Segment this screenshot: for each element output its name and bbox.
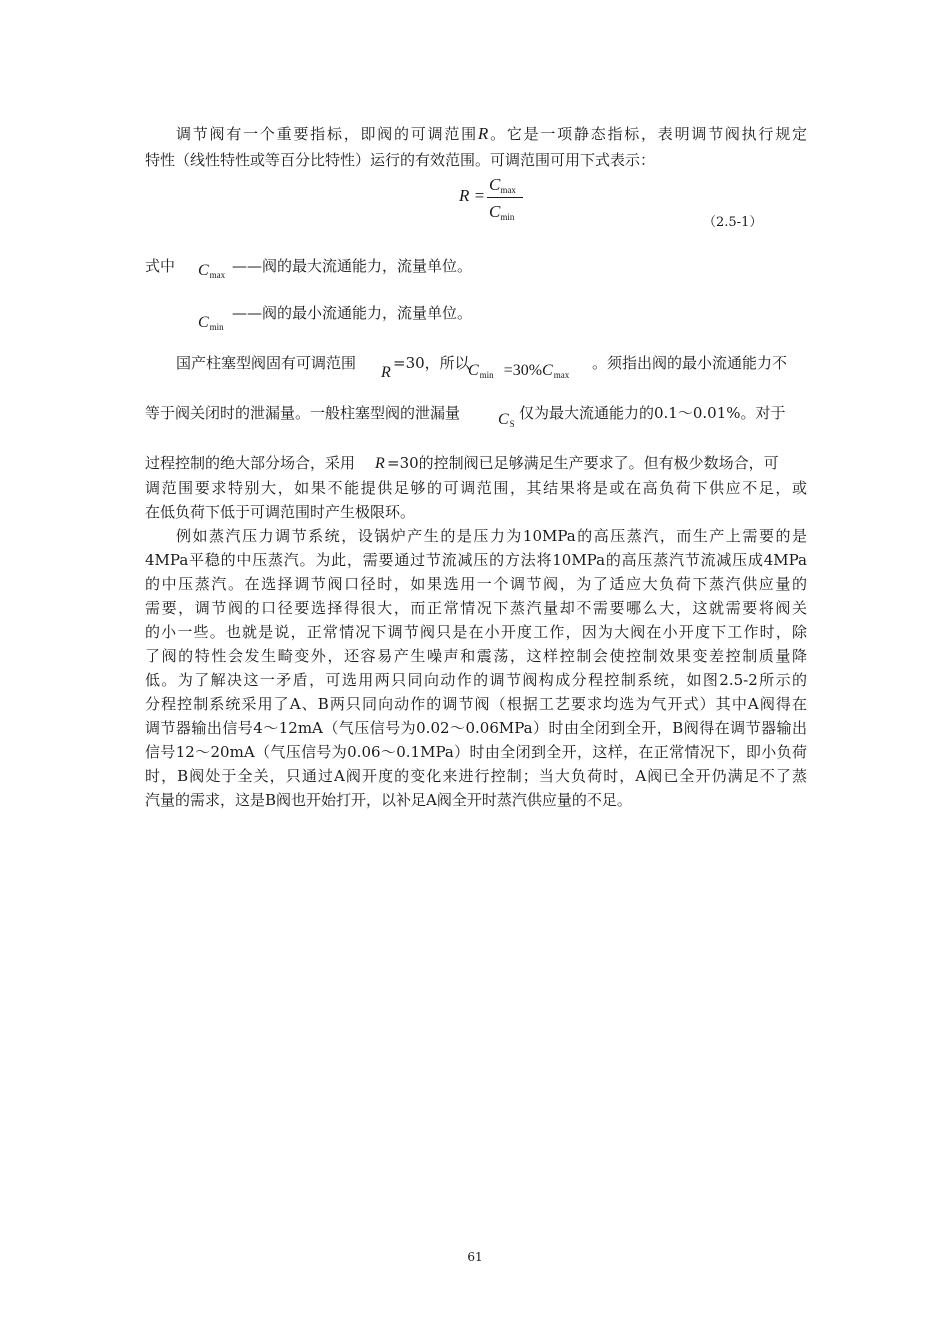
equation-denominator: $C_{min}$ — [489, 202, 515, 222]
definition-cmin: ——阀的最小流通能力，流量单位。 — [232, 304, 473, 322]
paragraph-3-line: 低。为了解决这一矛盾，可选用两只同向动作的调节阀构成分程控制系统，如图2.5-2所示的 — [145, 671, 807, 689]
equation-lhs: R = — [459, 186, 486, 205]
equation-numerator: $C_{max}$ — [489, 175, 516, 195]
paragraph-3-line: 例如蒸汽压力调节系统，设锅炉产生的是压力为10MPa的高压蒸汽，而生产上需要的是 — [176, 527, 807, 545]
paragraph-1-line-2: 特性（线性特性或等百分比特性）运行的有效范围。可调范围可用下式表示： — [145, 151, 656, 169]
paragraph-3-line: 需要，调节阀的口径要选择得很大，而正常情况下蒸汽量却不需要哪么大，这就需要将阀关 — [145, 599, 807, 617]
paragraph-3-line: 的中压蒸汽。在选择调节阀口径时，如果选用一个调节阀，为了适应大负荷下蒸汽供应量的 — [145, 575, 807, 593]
paragraph-2-line-1-b: =30，所以 — [393, 354, 470, 372]
paragraph-2-line-5: 在低负荷下低于可调范围时产生极限环。 — [145, 503, 416, 521]
paragraph-3-line: 时，B阀处于全关，只通过A阀开度的变化来进行控制；当大负荷时，A阀已全开仍满足不了蒸 — [145, 767, 807, 785]
paragraph-3-line: 汽量的需求，这是B阀也开始打开，以补足A阀全开时蒸汽供应量的不足。 — [145, 791, 632, 809]
paragraph-3-line: 了阀的特性会发生畸变外，还容易产生噪声和震荡，这样控制会使控制效果变差控制质量降 — [145, 647, 807, 665]
paragraph-3-line: 4MPa平稳的中压蒸汽。为此，需要通过节流减压的方法将10MPa的高压蒸汽节流减压成4MPa — [145, 551, 807, 569]
equation-cmin-inline: $C_{min} =30\%C_{max}$ — [468, 362, 570, 380]
definitions-label: 式中 — [145, 257, 176, 275]
paragraph-2-line-2-b: 仅为最大流通能力的0.1～0.01%。对于 — [519, 404, 786, 422]
paragraph-3-line: 信号12～20mA（气压信号为0.06～0.1MPa）时由全闭到全开，这样，在正常情况下，即小负荷 — [145, 743, 807, 761]
symbol-r-3: R — [375, 455, 385, 472]
symbol-r-2: R — [381, 364, 391, 381]
paragraph-3-line: 调节器输出信号4～12mA（气压信号为0.02～0.06MPa）时由全闭到全开，B阀得在调节器输出 — [145, 719, 807, 737]
fraction-bar — [487, 197, 523, 198]
symbol-cmin: $C_{min}$ — [198, 314, 224, 332]
paragraph-2-line-1-a: 国产柱塞型阀固有可调范围 — [176, 354, 357, 372]
equation-number: （2.5-1） — [703, 215, 763, 230]
paragraph-3-line: 分程控制系统采用了A、B两只同向动作的调节阀（根据工艺要求均选为气开式）其中A阀得在 — [145, 695, 807, 713]
symbol-cs: $C_S$ — [498, 411, 515, 429]
symbol-r: R — [477, 124, 489, 143]
paragraph-2-line-2-a: 等于阀关闭时的泄漏量。一般柱塞型阀的泄漏量 — [145, 404, 461, 422]
paragraph-2-line-3-b: =30的控制阀已足够满足生产要求了。但有极少数场合，可 — [387, 454, 779, 472]
paragraph-2-line-1-c: 。须指出阀的最小流通能力不 — [592, 354, 788, 372]
paragraph-3-line: 的小一些。也就是说，正常情况下调节阀只是在小开度工作，因为大阀在小开度下工作时，除 — [145, 623, 807, 641]
page-number: 61 — [467, 1250, 483, 1264]
paragraph-2-line-4: 调范围要求特别大，如果不能提供足够的可调范围，其结果将是或在高负荷下供应不足，或 — [145, 479, 807, 497]
paragraph-2-line-3-a: 过程控制的绝大部分场合，采用 — [145, 454, 356, 472]
symbol-cmax: $C_{max}$ — [198, 262, 226, 280]
definition-cmax: ——阀的最大流通能力，流量单位。 — [232, 257, 473, 275]
paragraph-1-line-1: 调节阀有一个重要指标，即阀的可调范围R。它是一项静态指标，表明调节阀执行规定 — [176, 124, 807, 143]
